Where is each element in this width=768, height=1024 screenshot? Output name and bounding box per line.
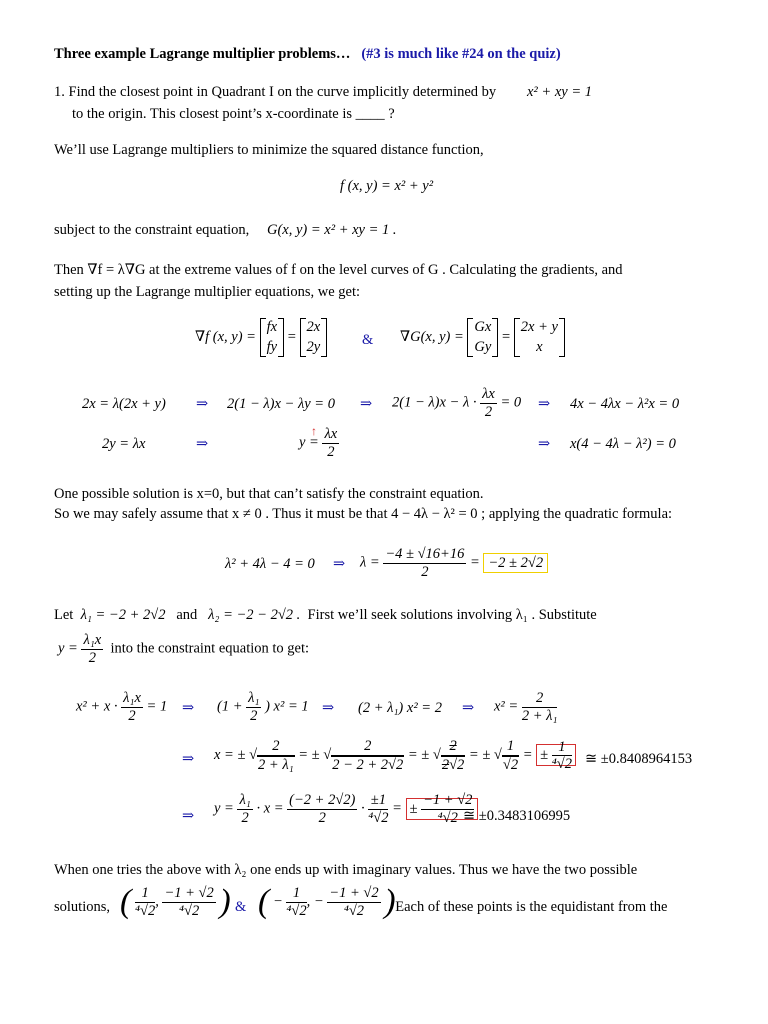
- y-approx: ≅ ±0.3483106995: [463, 808, 571, 824]
- curve-equation: x² + xy = 1: [527, 84, 592, 100]
- y-solution: y = $\frac{\text{λ₁}}{2}$ · x = $\frac{(-2 + 2√2)}{2}$ · $\frac{\pm 1}{\text{⁴√2}}$ = ± $\frac{-1 + √2}{\text{⁴√2}}$: [214, 792, 478, 826]
- implies-arrow: ⇒: [196, 436, 209, 452]
- title-bold: Three example Lagrange multiplier problems…: [54, 46, 351, 62]
- implies-arrow: ⇒: [182, 808, 195, 824]
- solutions-label: solutions,: [54, 899, 110, 915]
- grad-f-matrix-symbolic: fx fy: [260, 318, 284, 357]
- x-approx: ≅ ±0.8408964153: [585, 751, 693, 767]
- quadratic-formula: λ = $\frac{-4 \pm √16+16}{2}$ = −2 ± 2√2: [360, 546, 548, 580]
- eq-row2-b: y = $\frac{\lambda x}{2}$: [299, 426, 338, 460]
- eq-row2-a: 2y = λx: [102, 436, 146, 452]
- implies-arrow: ⇒: [322, 700, 335, 716]
- ampersand: &: [362, 332, 374, 348]
- implies-arrow: ⇒: [462, 700, 475, 716]
- title-note: (#3 is much like #24 on the quiz): [361, 46, 561, 62]
- x-answer-box: ± $\frac{1}{\text{⁴√2}}$: [536, 744, 576, 766]
- solutions-tail: . Each of these points is the equidistant from the: [388, 899, 668, 915]
- substitute-line: y = $\frac{\text{λ₁x}}{2}$ into the constraint equation to get:: [58, 632, 310, 666]
- then-line: Then ∇f = λ∇G at the extreme values of f on the level curves of G . Calculating the gradients, and: [54, 262, 623, 278]
- implies-arrow: ⇒: [182, 700, 195, 716]
- gradient-f: ∇f (x, y) = fx fy = 2x 2y: [195, 318, 327, 357]
- problem-statement-line2: to the origin. This closest point’s x-coordinate is ____ ?: [72, 106, 395, 122]
- solutions-amp: &: [235, 899, 247, 915]
- x-deriv-step3: (2 + λ₁) x² = 2: [358, 700, 442, 716]
- y-answer-box: ± $\frac{-1 + √2}{\text{⁴√2}}$: [406, 798, 479, 820]
- eq-row1-a: 2x = λ(2x + y): [82, 396, 166, 412]
- eq-row1-b: 2(1 − λ)x − λy = 0: [227, 396, 335, 412]
- eq-row1-c: 2(1 − λ)x − λ · $\frac{\lambda x}{2}$ = 0: [392, 386, 522, 420]
- imaginary-text: When one tries the above with λ₂ one ends up with imaginary values. Thus we have the two possible: [54, 862, 638, 878]
- intro-text: We’ll use Lagrange multipliers to minimize the squared distance function,: [54, 142, 484, 158]
- x-deriv-step2: (1 + $\frac{\text{λ₁}}{2}$ ) x² = 1: [217, 690, 309, 724]
- solution-point-2: ( − $\frac{1}{\text{⁴√2}}$ , − $\frac{-1 + √2}{\text{⁴√2}}$ ): [258, 883, 396, 920]
- eq-row1-d: 4x − 4λx − λ²x = 0: [570, 396, 680, 412]
- implies-arrow: ⇒: [538, 396, 551, 412]
- grad-g-matrix-symbolic: Gx Gy: [467, 318, 498, 357]
- solution-text-1: One possible solution is x=0, but that can’t satisfy the constraint equation.: [54, 486, 484, 502]
- implies-arrow: ⇒: [360, 396, 373, 412]
- let-line: Let λ₁ = −2 + 2√2 and λ₂ = −2 − 2√2 . First we’ll seek solutions involving λ₁ . Substitute: [54, 607, 597, 623]
- distance-function: f (x, y) = x² + y²: [340, 178, 434, 194]
- then-line-2: setting up the Lagrange multiplier equations, we get:: [54, 284, 361, 300]
- solution-text-2: So we may safely assume that x ≠ 0 . Thus it must be that 4 − 4λ − λ² = 0 ; applying the quadratic formula:: [54, 506, 673, 522]
- grad-g-matrix-values: 2x + y x: [514, 318, 565, 357]
- up-arrow-icon: ↑: [311, 424, 317, 438]
- quadratic-equation: λ² + 4λ − 4 = 0: [225, 556, 315, 572]
- implies-arrow: ⇒: [196, 396, 209, 412]
- page-title: [54, 46, 561, 63]
- solution-point-1: ( $\frac{1}{\text{⁴√2}}$ , $\frac{-1 + √2}{\text{⁴√2}}$ ): [120, 883, 231, 920]
- lambda-result-box: −2 ± 2√2: [483, 553, 548, 573]
- constraint-equation: G(x, y) = x² + xy = 1 .: [267, 222, 397, 238]
- constraint-text: subject to the constraint equation,: [54, 222, 250, 238]
- x-deriv-step4: x² = $\frac{2}{\text{2 + λ₁}}$: [494, 690, 558, 724]
- gradient-g: ∇G(x, y) = Gx Gy = 2x + y x: [400, 318, 565, 357]
- x-deriv-step1: x² + x · $\frac{\text{λ₁x}}{2}$ = 1: [76, 690, 168, 724]
- implies-arrow: ⇒: [182, 751, 195, 767]
- grad-f-matrix-values: 2x 2y: [300, 318, 328, 357]
- x-solution: x = ± √ $\frac{2}{\text{2 + λ₁}}$ = ± √ $\frac{2}{2 - 2 + 2√2}$ = ± √ $\frac{2}{2√2}$ = ± √ $\frac{1}{√2}$ = ± $\frac{1}{\text{⁴√2}}$: [214, 738, 576, 773]
- implies-arrow: ⇒: [538, 436, 551, 452]
- problem-statement-line1: 1. Find the closest point in Quadrant I on the curve implicitly determined by: [54, 84, 497, 100]
- eq-row2-d: x(4 − 4λ − λ²) = 0: [570, 436, 676, 452]
- implies-arrow: ⇒: [333, 556, 346, 572]
